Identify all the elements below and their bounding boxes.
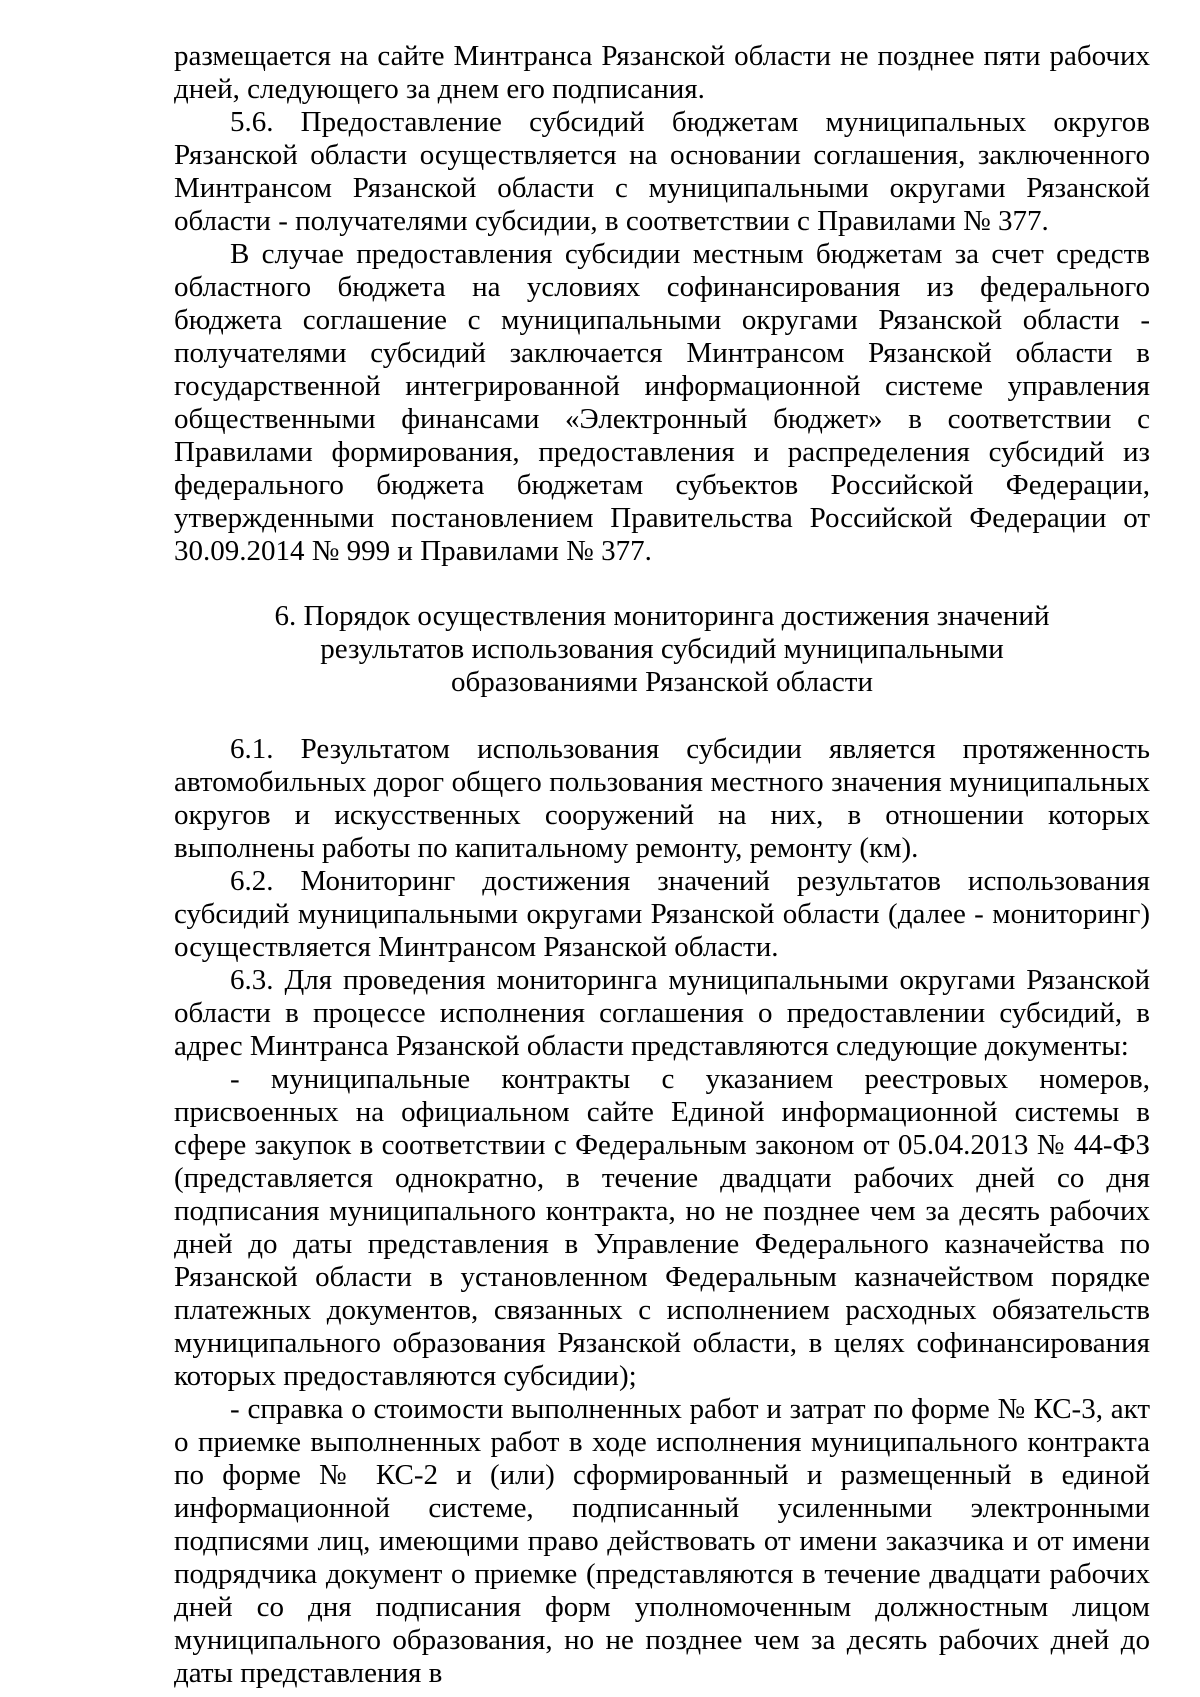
paragraph-6-3-ks3-certificate: - справка о стоимости выполненных работ и затрат по форме № КС-3, акт о приемке выполненных работ в ходе исполнения муниципального контракта по форме № КС-2 и (или) сформированный и размещенный в единой информационной системе, подписанный усиленными электронными подписями лиц, имеющими право действовать от имени заказчика и от имени подрядчика документ о приемке (представляются в течение двадцати рабочих дней со дня подписания форм уполномоченным должностным лицом муниципального образования, но не позднее чем за десять рабочих дней до даты представления в [174,1393,1150,1689]
section-6-heading-line: 6. Порядок осуществления мониторинга достижения значений [274,600,1050,632]
paragraph-6-3: 6.3. Для проведения мониторинга муниципальными округами Рязанской области в процессе исполнения соглашения о предоставлении субсидий, в адрес Минтранса Рязанской области представляются следующие документы: [174,964,1150,1062]
paragraph-6-2: 6.2. Мониторинг достижения значений результатов использования субсидий муниципальными округами Рязанской области (далее - мониторинг) осуществляется Минтрансом Рязанской области. [174,865,1150,963]
paragraph-5-6: 5.6. Предоставление субсидий бюджетам муниципальных округов Рязанской области осуществляется на основании соглашения, заключенного Минтрансом Рязанской области с муниципальными округами Рязанской области - получателями субсидии, в соответствии с Правилами № 377. [174,106,1150,237]
paragraph-6-1: 6.1. Результатом использования субсидии является протяженность автомобильных дорог общего пользования местного значения муниципальных округов и искусственных сооружений на них, в отношении которых выполнены работы по капитальному ремонту, ремонту (км). [174,733,1150,864]
paragraph-continuation: размещается на сайте Минтранса Рязанской области не позднее пяти рабочих дней, следующего за днем его подписания. [174,40,1150,105]
paragraph-6-3-contracts: - муниципальные контракты с указанием реестровых номеров, присвоенных на официальном сайте Единой информационной системы в сфере закупок в соответствии с Федеральным законом от 05.04.2013 № 44-ФЗ (представляется однократно, в течение двадцати рабочих дней со дня подписания муниципального контракта, но не позднее чем за десять рабочих дней до даты представления в Управление Федерального казначейства по Рязанской области в установленном Федеральным казначейством порядке платежных документов, связанных с исполнением расходных обязательств муниципального образования Рязанской области, в целях софинансирования которых предоставляются субсидии); [174,1063,1150,1392]
section-6-heading [174,600,1150,699]
section-6-heading-line: образованиями Рязанской области [450,666,873,698]
document-page [174,40,1150,1690]
section-6-heading-line: результатов использования субсидий муниципальными [320,633,1004,665]
paragraph-5-6-electronic-budget: В случае предоставления субсидии местным бюджетам за счет средств областного бюджета на условиях софинансирования из федерального бюджета соглашение с муниципальными округами Рязанской области - получателями субсидий заключается Минтрансом Рязанской области в государственной интегрированной информационной системе управления общественными финансами «Электронный бюджет» в соответствии с Правилами формирования, предоставления и распределения субсидий из федерального бюджета бюджетам субъектов Российской Федерации, утвержденными постановлением Правительства Российской Федерации от 30.09.2014 № 999 и Правилами № 377. [174,238,1150,567]
